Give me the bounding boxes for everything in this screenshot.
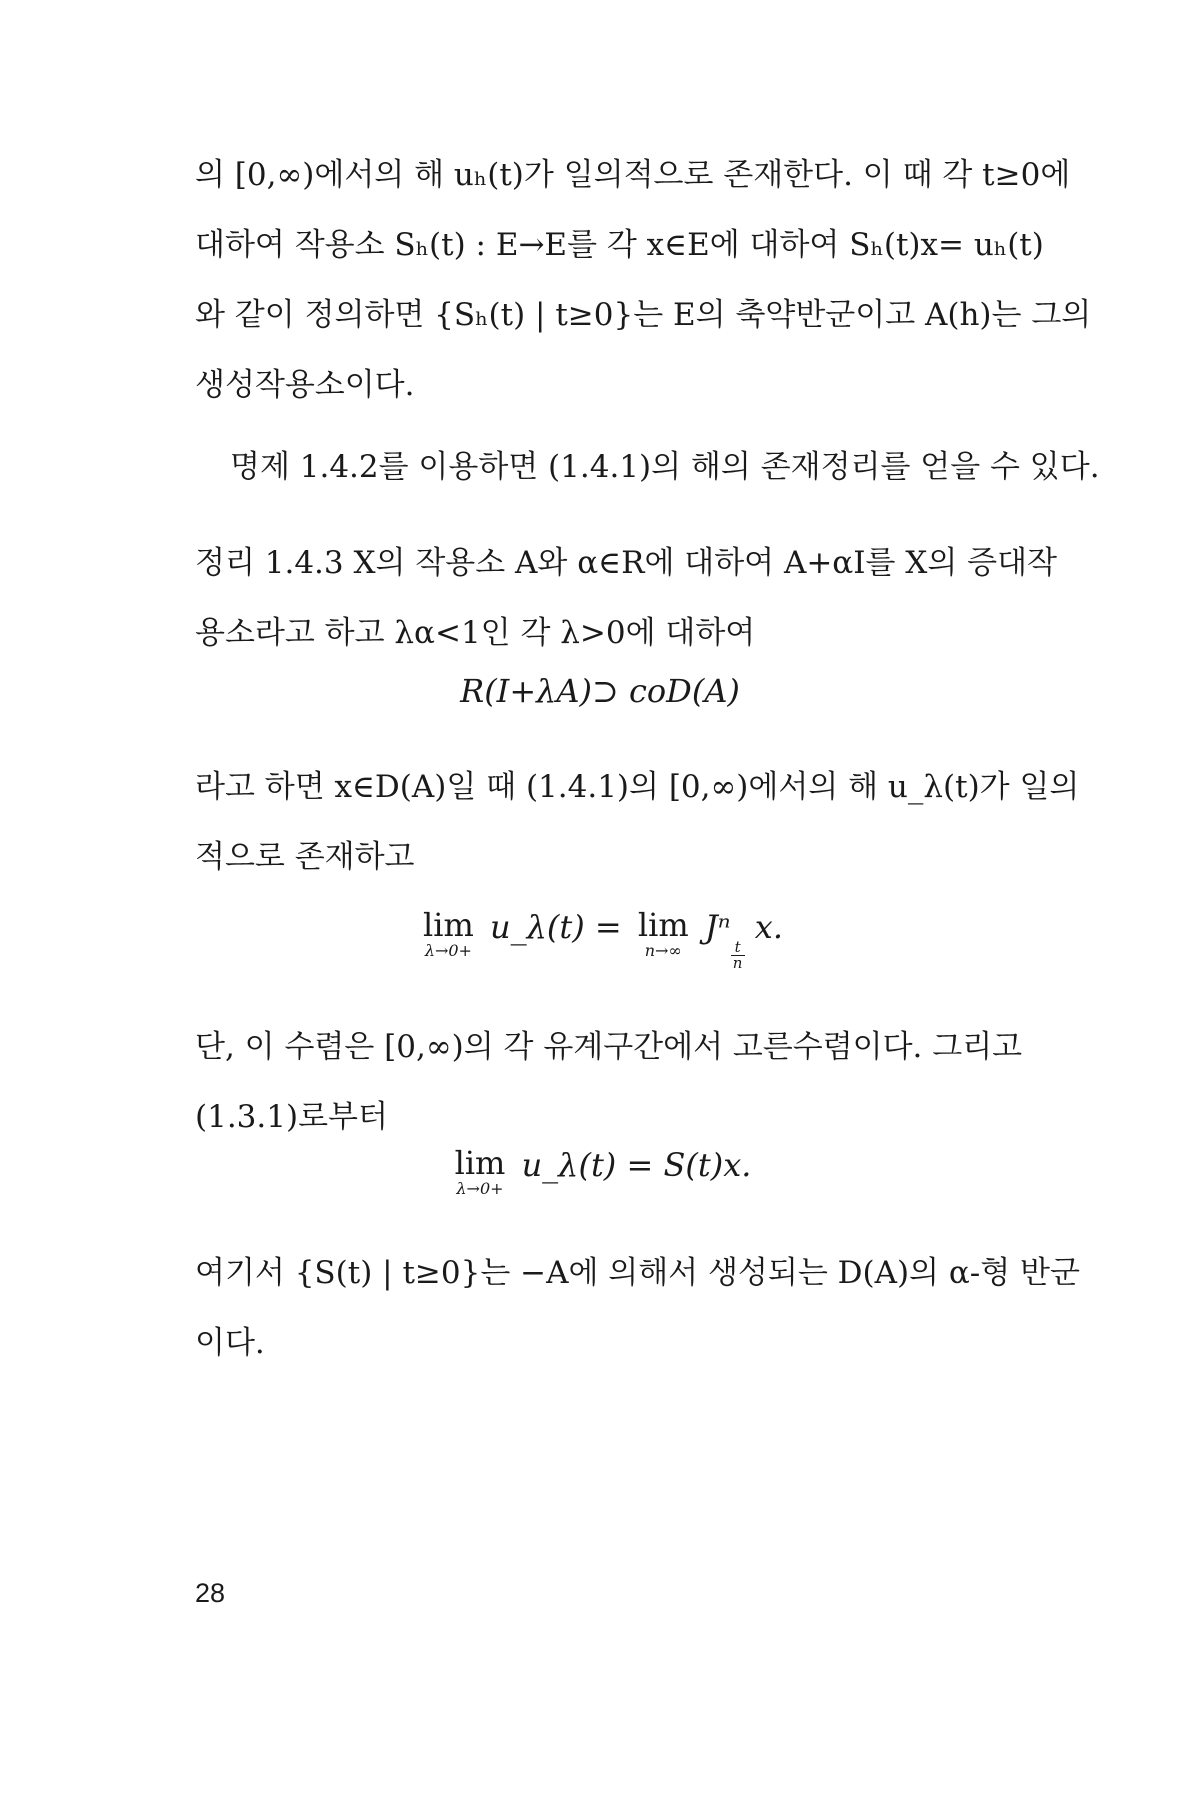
text-line: 정리 1.4.3 X의 작용소 A와 α∈R에 대하여 A+αI를 X의 증대작 <box>195 545 1057 581</box>
text-line: 여기서 {S(t) | t≥0}는 −A에 의해서 생성되는 D(A)의 α-형 반군 <box>195 1255 1080 1291</box>
equation-limit-resolvent <box>0 908 1200 971</box>
lim-subscript: λ→0+ <box>424 941 472 960</box>
page-number: 28 <box>195 1578 226 1608</box>
fraction-numerator: t <box>734 938 741 956</box>
text-line: 대하여 작용소 Sₕ(t) : E→E를 각 x∈E에 대하여 Sₕ(t)x= uₕ(t) <box>195 227 1044 263</box>
text-line: 의 [0,∞)에서의 해 uₕ(t)가 일의적으로 존재한다. 이 때 각 t≥0에 <box>195 157 1071 193</box>
equation-limit-semigroup <box>0 1146 1200 1198</box>
limit-operator <box>455 1146 506 1198</box>
equation-range-condition: R(I+λA)⊃ coD(A) <box>460 672 740 710</box>
lim-subscript: λ→0+ <box>456 1179 504 1198</box>
paragraph-existence-conclusion <box>195 752 1085 892</box>
fraction-t-over-n <box>731 940 745 971</box>
text-line: 이다. <box>195 1325 265 1361</box>
text-line: 라고 하면 x∈D(A)일 때 (1.4.1)의 [0,∞)에서의 해 u_λ(t)가 일의 <box>195 769 1080 805</box>
text-line: 생성작용소이다. <box>195 367 415 403</box>
limit-tail: x. <box>754 908 784 946</box>
theorem-1-4-3-statement <box>195 528 1085 668</box>
text-line: 명제 1.4.2를 이용하면 (1.4.1)의 해의 존재정리를 얻을 수 있다. <box>230 449 1100 485</box>
fraction-denominator: n <box>732 954 743 972</box>
paragraph-proposition-usage <box>230 432 1120 502</box>
lim-text: lim <box>637 906 689 944</box>
resolvent-power: Jⁿ <box>704 908 731 946</box>
limit-lhs: u_λ(t) = <box>489 908 622 946</box>
text-line: 와 같이 정의하면 {Sₕ(t) | t≥0}는 E의 축약반군이고 A(h)는 그의 <box>195 297 1092 333</box>
lim-text: lim <box>454 1144 506 1182</box>
text-line: (1.3.1)로부터 <box>195 1099 388 1135</box>
lim-subscript: n→∞ <box>644 941 682 960</box>
lim-text: lim <box>422 906 474 944</box>
text-line: 적으로 존재하고 <box>195 839 415 875</box>
text-line: 단, 이 수렴은 [0,∞)의 각 유계구간에서 고른수렴이다. 그리고 <box>195 1029 1023 1065</box>
text-line: 용소라고 하고 λα<1인 각 λ>0에 대하여 <box>195 615 756 651</box>
limit-operator <box>638 908 689 960</box>
limit-expression: u_λ(t) = S(t)x. <box>521 1146 752 1184</box>
limit-operator <box>423 908 474 960</box>
paragraph-uniform-convergence <box>195 1012 1085 1152</box>
paragraph-generated-semigroup <box>195 1238 1085 1378</box>
paragraph-semigroup-existence <box>195 140 1092 420</box>
